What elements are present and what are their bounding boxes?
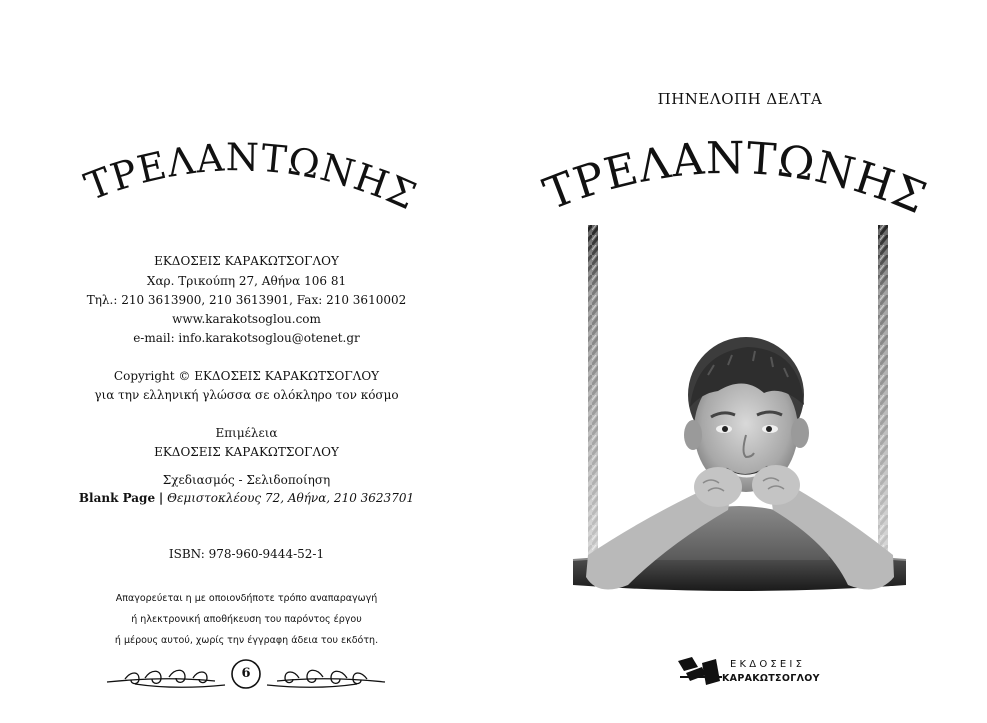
editing-label: Επιμέλεια (215, 426, 278, 440)
isbn: ISBN: 978-960-9444-52-1 (168, 547, 325, 561)
publisher-logo (676, 655, 826, 687)
design-label: Σχεδιασμός - Σελιδοποίηση (162, 473, 331, 487)
publisher-phones: Τηλ.: 210 3613900, 210 3613901, Fax: 210 3610002 (86, 293, 407, 307)
editing-value: ΕΚΔΟΣΕΙΣ ΚΑΡΑΚΩΤΣΟΓΛΟΥ (154, 445, 339, 459)
notice-line-3: ή μέρους αυτού, χωρίς την έγγραφη άδεια του εκδότη. (114, 635, 379, 646)
right-title: ΤΡΕΛΑΝΤΩΝΗΣ (537, 132, 934, 225)
right-page (493, 0, 987, 723)
notice-line-1: Απαγορεύεται η με οποιονδήποτε τρόπο αναπαραγωγή (115, 593, 378, 604)
publisher-name: ΕΚΔΟΣΕΙΣ ΚΑΡΑΚΩΤΣΟΓΛΟΥ (154, 254, 339, 268)
copyright-line-2: για την ελληνική γλώσσα σε ολόκληρο τον κόσμο (94, 388, 399, 402)
boy-on-swing-illustration (568, 225, 913, 600)
publisher-logo-line-2: ΚΑΡΑΚΩΤΣΟΓΛΟΥ (722, 673, 820, 684)
left-title: ΤΡΕΛΑΝΤΩΝΗΣ (78, 135, 424, 219)
publisher-address: Χαρ. Τρικούπη 27, Αθήνα 106 81 (146, 274, 347, 288)
design-separator: | (158, 491, 164, 505)
publisher-email[interactable]: e-mail: info.karakotsoglou@otenet.gr (133, 331, 360, 345)
page-number: 6 (241, 666, 251, 681)
svg-text:ΤΡΕΛΑΝΤΩΝΗΣ (537, 133, 934, 225)
design-credit (0, 489, 493, 508)
publisher-logo-icon (676, 655, 724, 687)
left-page (0, 0, 493, 723)
copyright-line-1: Copyright © ΕΚΔΟΣΕΙΣ ΚΑΡΑΚΩΤΣΟΓΛΟΥ (113, 369, 380, 383)
left-title-arc (70, 135, 430, 240)
svg-text:ΤΡΕΛΑΝΤΩΝΗΣ (79, 135, 423, 218)
publisher-website[interactable]: www.karakotsoglou.com (172, 312, 321, 326)
design-address: Θεμιστοκλέους 72, Αθήνα, 210 3623701 (167, 491, 415, 505)
notice-line-2: ή ηλεκτρονική αποθήκευση του παρόντος έργου (131, 614, 362, 625)
author-name: ΠΗΝΕΛΟΠΗ ΔΕΛΤΑ (657, 90, 823, 108)
publisher-logo-line-1: ΕΚΔΟΣΕΙΣ (730, 659, 806, 670)
design-company: Blank Page (78, 491, 156, 505)
